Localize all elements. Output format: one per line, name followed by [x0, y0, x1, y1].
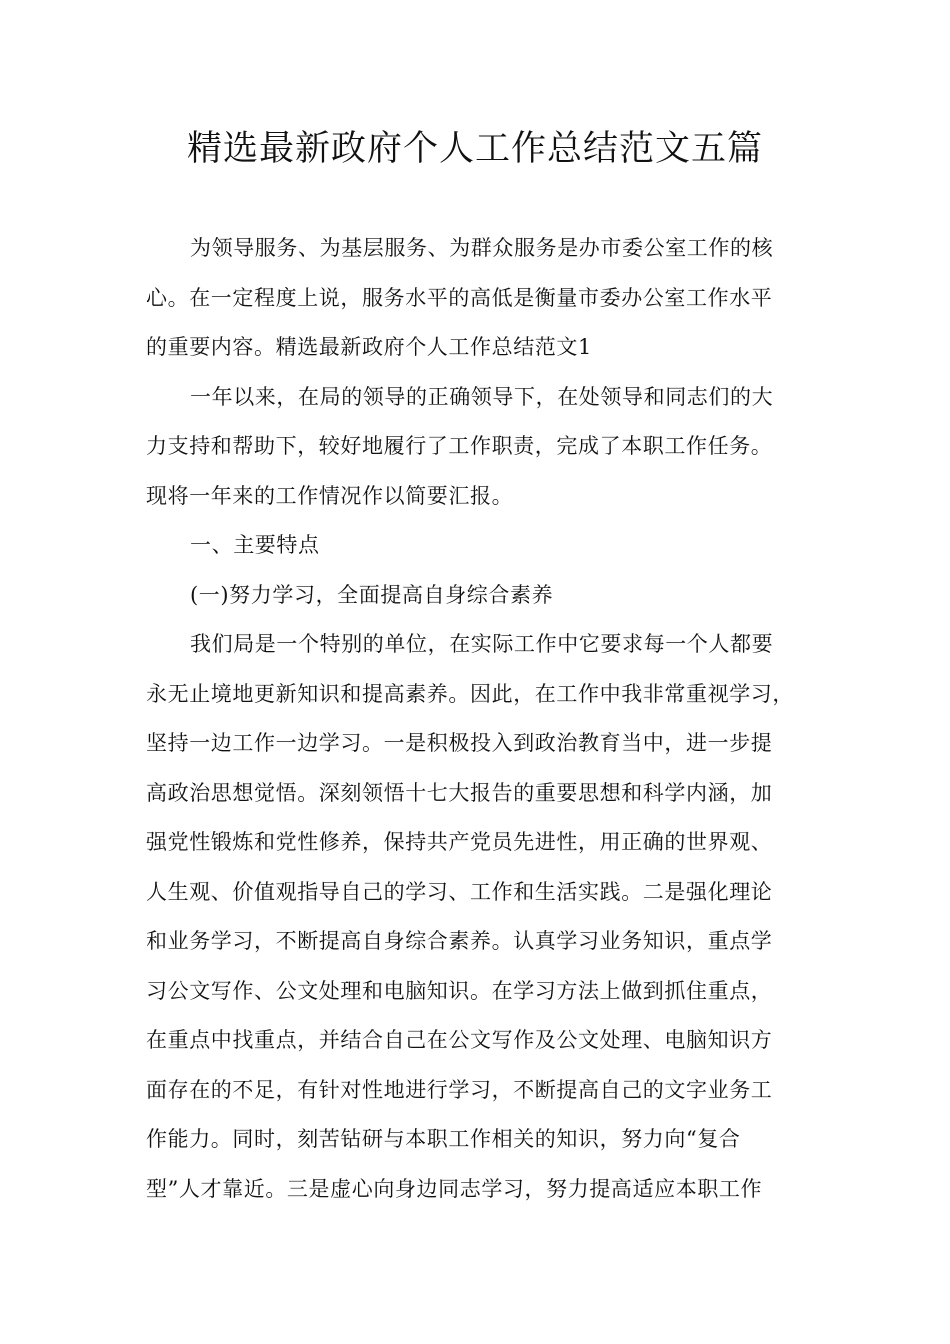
paragraph-line: 面存在的不足，有针对性地进行学习，不断提高自己的文字业务工: [146, 1077, 773, 1102]
paragraph-line: 坚持一边工作一边学习。一是积极投入到政治教育当中，进一步提: [146, 731, 773, 755]
paragraph-line: 现将一年来的工作情况作以简要汇报。: [146, 483, 514, 508]
paragraph-line: 高政治思想觉悟。深刻领悟十七大报告的重要思想和科学内涵，加: [146, 780, 773, 805]
paragraph-line: 在重点中找重点，并结合自己在公文写作及公文处理、电脑知识方: [146, 1028, 773, 1052]
paragraph-line: 和业务学习，不断提高自身综合素养。认真学习业务知识，重点学: [146, 929, 773, 953]
section-heading-text: 一、主要特点: [190, 533, 320, 557]
paragraph-line: 人生观、价值观指导自己的学习、工作和生活实践。二是强化理论: [146, 879, 773, 904]
paragraph-line: 为领导服务、为基层服务、为群众服务是办市委公室工作的核: [190, 236, 774, 260]
paragraph-line: 我们局是一个特别的单位，在实际工作中它要求每一个人都要: [190, 632, 774, 656]
paragraph-2: [146, 373, 806, 522]
paragraph-line: 作能力。同时，刻苦钻研与本职工作相关的知识，努力向“复合: [146, 1127, 741, 1151]
paragraph-line: 一年以来，在局的领导的正确领导下，在处领导和同志们的大: [190, 384, 774, 409]
paragraph-line: 力支持和帮助下，较好地履行了工作职责，完成了本职工作任务。: [146, 434, 773, 458]
subsection-heading-text: (一)努力学习，全面提高自身综合素养: [190, 582, 554, 607]
paragraph-line: 永无止境地更新知识和提高素养。因此，在工作中我非常重视学习，: [146, 681, 794, 706]
document-body: [146, 224, 806, 1214]
document-title: 精选最新政府个人工作总结范文五篇: [186, 129, 763, 169]
paragraph-1: [146, 224, 806, 373]
paragraph-3: [146, 620, 806, 1214]
subsection-heading: [146, 571, 806, 621]
paragraph-line: 心。在一定程度上说，服务水平的高低是衡量市委办公室工作水平: [146, 285, 773, 310]
paragraph-line: 强党性锻炼和党性修养，保持共产党员先进性，用正确的世界观、: [146, 830, 773, 854]
section-heading: [146, 521, 806, 571]
paragraph-line: 的重要内容。精选最新政府个人工作总结范文1: [146, 335, 592, 359]
paragraph-line: 型”人才靠近。三是虚心向身边同志学习，努力提高适应本职工作: [146, 1176, 763, 1201]
paragraph-line: 习公文写作、公文处理和电脑知识。在学习方法上做到抓住重点，: [146, 978, 773, 1003]
